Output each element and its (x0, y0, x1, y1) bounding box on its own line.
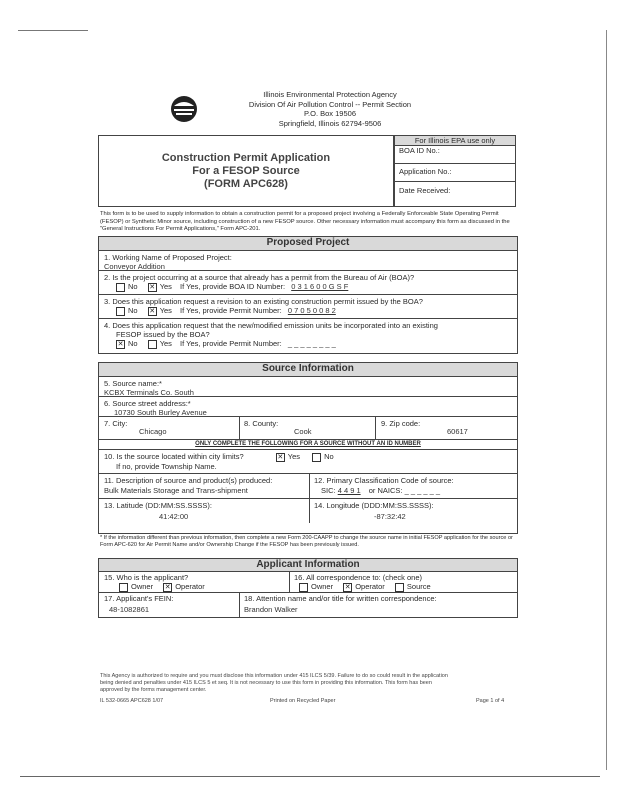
form-title-line2: For a FESOP Source (192, 165, 300, 177)
divider (309, 474, 310, 498)
q15-owner-checkbox[interactable] (119, 583, 128, 592)
q2-boa-id-value[interactable]: 0 3 1 6 0 0 G S F (291, 282, 349, 291)
agency-division: Division Of Air Pollution Control -- Permit Section (248, 99, 412, 109)
q2-no-checkbox[interactable] (116, 283, 125, 292)
q9-value[interactable]: 60617 (447, 427, 468, 436)
q10-yes-checkbox[interactable]: ✕ (277, 453, 284, 461)
q3-permit-value[interactable]: 0 7 0 5 0 0 8 2 (287, 306, 336, 315)
q2-yes-label: Yes (159, 282, 172, 291)
q2-if-yes-text: If Yes, provide BOA ID Number: (180, 282, 286, 291)
fein-attention-row (99, 593, 517, 618)
q10-township-prompt: If no, provide Township Name. (116, 461, 217, 471)
scan-edge-top (18, 30, 88, 31)
q12-naics-label: or NAICS: (368, 486, 403, 495)
q2-yes-checkbox[interactable]: ✕ (149, 283, 156, 291)
scan-edge-bottom (20, 776, 600, 777)
q10-city-limits (99, 450, 517, 474)
q2-existing-permit (99, 271, 517, 295)
source-footnote: * If the information different than previous information, then complete a new Form 200-CAAPP to change the source name in initial FESOP application for the source or Form APC-620 for Air Permit Name and/or Ownership Change if the FESOP has been previously issued. (100, 535, 513, 548)
q1-working-name (99, 251, 517, 271)
q1-label: 1. Working Name of Proposed Project: (104, 253, 232, 262)
q12-sic-value[interactable]: 4 4 9 1 (337, 486, 361, 495)
lat-long-row (99, 499, 517, 523)
q8-value[interactable]: Cook (294, 427, 312, 436)
page-footer (100, 673, 518, 694)
q11-label: 11. Description of source and product(s) produced: (104, 476, 273, 485)
applicant-information-section (98, 558, 518, 618)
form-title-line3: (FORM APC628) (204, 178, 288, 190)
q16-label: 16. All correspondence to: (check one) (294, 573, 422, 582)
divider (239, 417, 240, 439)
city-county-zip-row (99, 417, 517, 440)
q3-no-label: No (128, 306, 138, 315)
application-no-field: Application No.: (395, 164, 515, 182)
q3-label: 3. Does this application request a revision to an existing construction permit issued by the BOA? (104, 297, 423, 306)
q4-yes-checkbox[interactable] (148, 340, 157, 349)
boa-id-field: BOA ID No.: (395, 146, 515, 164)
q4-yes-label: Yes (159, 339, 172, 348)
q8-label: 8. County: (244, 419, 279, 428)
q2-label: 2. Is the project occurring at a source that already has a permit from the Bureau of Air (BOA)? (104, 273, 415, 282)
footer-disclosure-line3: approved by the forms management center. (100, 687, 207, 693)
applicant-correspondence-row (99, 572, 517, 593)
q16-owner-checkbox[interactable] (299, 583, 308, 592)
q4-no-checkbox[interactable]: ✕ (117, 340, 124, 348)
proposed-project-section (98, 236, 518, 354)
epa-use-header: For Illinois EPA use only (395, 136, 515, 146)
divider (309, 499, 310, 523)
q10-no-label: No (324, 452, 334, 461)
q13-label: 13. Latitude (DD:MM:SS.SSSS): (104, 501, 212, 510)
agency-header (200, 90, 460, 128)
q12-label: 12. Primary Classification Code of source: (314, 476, 454, 485)
q6-street-address (99, 397, 517, 417)
q12-sic-label: SIC: (321, 486, 336, 495)
q17-value[interactable]: 48-1082861 (109, 605, 150, 614)
q4-no-label: No (128, 339, 138, 348)
q18-label: 18. Attention name and/or title for written correspondence: (244, 594, 437, 603)
q16-operator-label: Operator (355, 582, 385, 591)
applicant-information-header: Applicant Information (99, 559, 517, 572)
q3-yes-label: Yes (159, 306, 172, 315)
q16-owner-label: Owner (311, 582, 334, 591)
agency-box: P.O. Box 19506 (304, 109, 356, 118)
q16-source-label: Source (406, 582, 431, 591)
q18-value[interactable]: Brandon Walker (244, 605, 298, 614)
form-title-box (98, 135, 394, 207)
q4-label: 4. Does this application request that the new/modified emission units be incorporated into an existing (104, 321, 438, 330)
q13-value[interactable]: 41:42:00 (159, 512, 189, 521)
q17-label: 17. Applicant's FEIN: (104, 594, 174, 603)
divider (375, 417, 376, 439)
page-number: Page 1 of 4 (476, 698, 505, 704)
q16-source-checkbox[interactable] (395, 583, 404, 592)
divider (289, 572, 290, 592)
scan-edge-right (606, 30, 607, 770)
divider (239, 593, 240, 618)
form-title-line1: Construction Permit Application (161, 152, 331, 164)
q5-label: 5. Source name:* (104, 379, 162, 388)
footer-disclosure-line1: This Agency is authorized to require and you must disclose this information under 415 ILCS 5/39. Failure to do so could result in the application (100, 673, 448, 679)
date-received-field: Date Received: (399, 186, 451, 195)
q7-label: 7. City: (104, 419, 128, 428)
q3-if-yes-text: If Yes, provide Permit Number: (180, 306, 282, 315)
q10-yes-label: Yes (287, 452, 300, 461)
proposed-project-header: Proposed Project (99, 237, 517, 251)
q15-operator-label: Operator (175, 582, 205, 591)
q5-source-name (99, 377, 517, 397)
printed-recycled: Printed on Recycled Paper (270, 698, 336, 704)
agency-city: Springfield, Illinois 62794-9506 (278, 118, 382, 128)
q6-label: 6. Source street address:* (104, 399, 191, 408)
q10-no-checkbox[interactable] (312, 453, 321, 462)
intro-paragraph: This form is to be used to supply information to obtain a construction permit for a proposed project involving a Federally Enforceable State Operating Permit (FESOP) or Synthetic Minor source, including construction of a new FESOP source. Other necessary information must accompany this form as discussed in the "General Instructions For Permit Applications," Form APC-201. (100, 211, 510, 232)
q4-label-line2: FESOP issued by the BOA? (116, 330, 210, 339)
q6-value[interactable]: 10730 South Burley Avenue (114, 408, 207, 417)
illinois-epa-logo-icon (170, 95, 198, 123)
source-without-id-note: ONLY COMPLETE THE FOLLOWING FOR A SOURCE WITHOUT AN ID NUMBER (99, 440, 517, 450)
q15-owner-label: Owner (131, 582, 154, 591)
q16-operator-checkbox[interactable]: ✕ (344, 583, 351, 591)
q14-label: 14. Longitude (DDD:MM:SS.SSSS): (314, 501, 434, 510)
q1-value[interactable]: Conveyor Addition (104, 262, 165, 271)
q10-label: 10. Is the source located within city limits? (104, 452, 244, 461)
q15-label: 15. Who is the applicant? (104, 573, 189, 582)
epa-use-box (394, 135, 516, 207)
footer-disclosure-line2: being denied and penalties under 415 ILCS 5 et seq. It is not necessary to use this form in providing this information. This form has been (100, 680, 432, 686)
q15-operator-checkbox[interactable]: ✕ (164, 583, 171, 591)
q11-value[interactable]: Bulk Materials Storage and Trans-shipment (104, 486, 248, 495)
q5-value[interactable]: KCBX Terminals Co. South (104, 388, 194, 397)
q3-yes-checkbox[interactable]: ✕ (149, 307, 156, 315)
q7-value[interactable]: Chicago (139, 427, 167, 436)
q9-label: 9. Zip code: (381, 419, 421, 428)
description-classification-row: 11. Description of source and product(s) produced: Bulk Materials Storage and Trans-shipment 12. Primary Classification Code of source: SIC: 4 4 9 1 or NAICS: _ _ _ _ _ _ (99, 474, 517, 499)
source-information-header: Source Information (99, 363, 517, 377)
q3-no-checkbox[interactable] (116, 307, 125, 316)
q2-no-label: No (128, 282, 138, 291)
source-information-section (98, 362, 518, 534)
q3-revision (99, 295, 517, 319)
q4-incorporate: 4. Does this application request that the new/modified emission units be incorporated into an existing FESOP issued by the BOA? ✕ No Yes If Yes, provide Permit Number: _ _ _ _ _ _ _ _ (99, 319, 517, 353)
form-id: IL 532-0665 APC628 1/07 (100, 698, 164, 704)
q4-if-yes-text: If Yes, provide Permit Number: (180, 339, 282, 348)
agency-name: Illinois Environmental Protection Agency (263, 90, 397, 99)
q14-value[interactable]: -87:32:42 (374, 512, 406, 521)
